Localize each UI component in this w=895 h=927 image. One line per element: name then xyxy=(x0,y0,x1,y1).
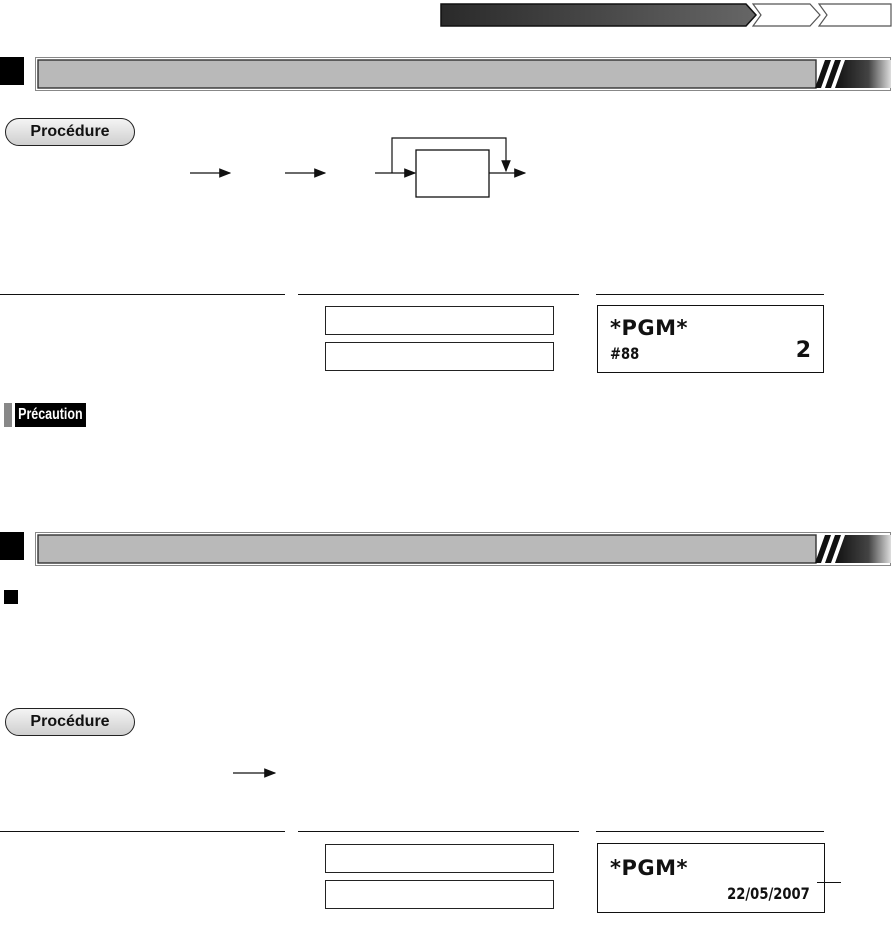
procedure-label-1: Procédure xyxy=(5,118,135,146)
display-code: #88 xyxy=(610,344,640,363)
column-rule-3 xyxy=(596,831,824,832)
column-rule-1 xyxy=(0,294,285,295)
display-heading: *PGM* xyxy=(610,856,688,880)
procedure-label-2: Procédure xyxy=(5,708,135,736)
caution-marker xyxy=(4,403,12,427)
display-value: 2 xyxy=(795,338,811,363)
nav-step-3 xyxy=(818,3,892,27)
key-entry-box xyxy=(325,342,554,371)
caution-label: Précaution xyxy=(15,403,86,427)
subsection-marker xyxy=(4,590,18,604)
nav-step-2 xyxy=(752,3,822,27)
column-rule-2 xyxy=(298,294,579,295)
section-1-title-bar xyxy=(35,57,891,91)
printout-display-2 xyxy=(597,843,825,913)
column-rule-2 xyxy=(298,831,579,832)
display-date: 22/05/2007 xyxy=(727,884,810,903)
column-rule-1 xyxy=(0,831,285,832)
procedure-flow-arrow-2 xyxy=(230,765,280,781)
key-entry-box xyxy=(325,880,554,909)
callout-line xyxy=(817,882,841,883)
key-entry-box xyxy=(325,306,554,335)
nav-current-step xyxy=(440,3,758,27)
section-2-marker xyxy=(0,532,24,560)
procedure-flow-diagram-1 xyxy=(185,133,535,203)
display-heading: *PGM* xyxy=(610,316,688,340)
column-rule-3 xyxy=(596,294,824,295)
printout-display-1 xyxy=(597,305,824,373)
section-2-title-bar xyxy=(35,532,891,566)
key-entry-box xyxy=(325,844,554,873)
section-1-marker xyxy=(0,57,24,85)
